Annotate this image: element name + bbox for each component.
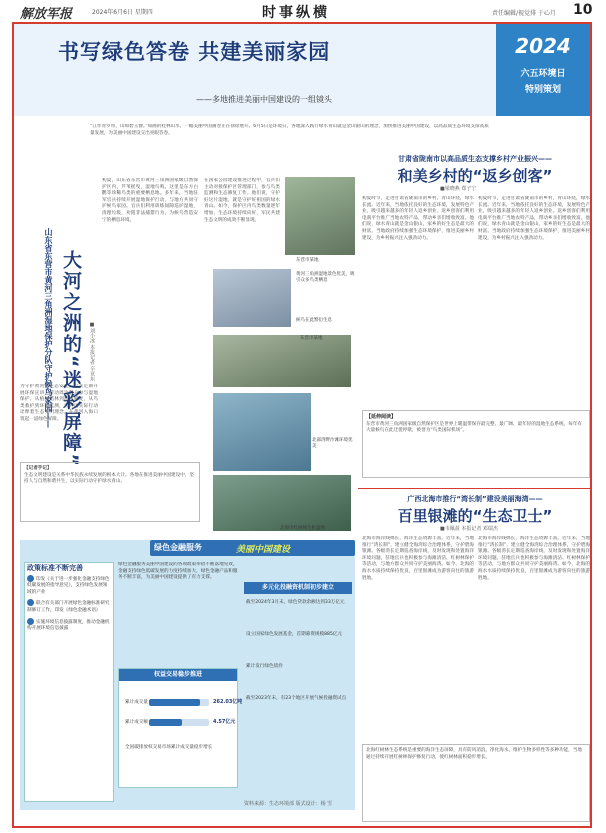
stat-value-volume: 262.03亿吨	[213, 699, 243, 705]
source-credit: 资料来源：生态环境部 版式设计：杨 雪	[244, 801, 333, 807]
photo-beach	[212, 392, 312, 472]
photo-caption-4: 东营市某地	[300, 336, 323, 341]
article1-kicker: 山东省东营市黄河三角洲湿地保护分队守护候鸟家园——	[44, 228, 53, 428]
green-finance-intro: 绿色金融服务美丽中国建设的各项政策举措不断落地见效，金融支持绿色低碳发展的力度持续加大，绿色金融产品和服务不断丰富，为美丽中国建设提供了有力支撑。	[118, 562, 238, 581]
stat-label-amount: 累计成交额	[125, 720, 148, 725]
bullet-icon	[27, 599, 34, 606]
policy-title: 政策标准不断完善	[27, 564, 83, 572]
reporter-note-title: 【记者手记】	[24, 466, 52, 471]
environment-day-badge	[496, 24, 590, 116]
policy-item: 印发《关于进一步强化金融支持绿色低碳发展的指导意见》，支持绿色发展领域的产业	[27, 576, 110, 595]
photo-caption-7: 北海市红树林生机盎然	[280, 526, 325, 531]
section-divider	[358, 488, 592, 489]
photo-wetland-2	[212, 334, 352, 388]
stat-label-volume: 累计成交量	[125, 700, 148, 705]
stat-note: 全国碳排放权交易市场累计成交量稳步增长	[125, 745, 213, 750]
investment-title: 多元化投融资机制初步建立	[244, 582, 352, 594]
lead-paragraph: “江作青罗带，山如碧玉簪。”如画的桂林山水，一幅美丽中国画卷正在徐徐展开。6月5日是环境日，各地深入践行绿水青山就是金山银山的理念，加快推进美丽中国建设，以高品质生态环境支撑高质量发展，为美丽中国建设交出亮眼答卷。	[90, 124, 489, 136]
investment-item: 截至2023年末，有23个地区开展气候投融资试点	[246, 696, 347, 701]
article2-column-1: 初夏时节，走进甘肃省陇南市的乡村，青山环绕，绿水长流。近年来，当地依托良好的生态环境，发展特色产业，吸引越来越多的年轻人返乡创业。返乡创客们利用电商平台推广当地农特产品，带动乡亲们增收致富。他们说，绿水青山就是金山银山，家乡的好生态是最大的财富。当地政府持续加强生态环境保护，推进美丽乡村建设，为乡村振兴注入强劲动力。	[362, 196, 474, 241]
photo-caption-5: 北部湾畔沙滩环境优美	[312, 438, 353, 449]
article3-kicker: 广西北海市推行“湾长制”建设美丽海湾——	[407, 495, 543, 503]
policy-item: 实施环境信息披露制度，推动金融机构开展环境信息披露	[27, 619, 110, 632]
article3-column-1: 北海市海岸线绵长，海洋生态资源丰富。近年来，当地推行“湾长制”，建立健全海湾综合治理体系，守护碧海银滩。各级湾长定期巡查海岸线，及时发现和处置海洋环境问题。驻地官兵也积极参与海滩清洁、红树林保护等活动，与地方群众共同守护美丽海湾。如今，北海的海水水质持续保持优良，百里银滩成为游客向往的旅游胜地。	[362, 536, 474, 581]
main-title: 书写绿色答卷 共建美丽家园	[58, 40, 331, 64]
photo-mangrove	[212, 474, 352, 532]
green-finance-banner	[150, 540, 355, 556]
green-finance-title: 绿色金融服务	[154, 543, 202, 552]
policy-panel	[24, 562, 114, 802]
editor-credit: 责任编辑/视觉排 于心月	[492, 10, 556, 17]
extended-reading-text: 东营市黄河三角洲国家级自然保护区是世界上暖温带保存最完整、最广阔、最年轻的湿地生态系统，每年有大量候鸟在此迁徙停歇，被誉为“鸟类国际机场”。	[366, 421, 582, 434]
photo-caption-1: 东营市某地	[296, 258, 319, 263]
article3-note: 北海红树林生态系统是重要的海洋生态屏障，具有防风消浪、净化海水、维护生物多样性等多种功能，当地通过持续开展红树林保护修复行动，使红树林面积稳步增长。	[362, 744, 590, 822]
bullet-icon	[27, 575, 34, 582]
issue-date: 2024年6月6日 星期四	[92, 9, 153, 16]
investment-panel	[244, 582, 352, 792]
article2-kicker: 甘肃省陇南市以高品质生态支撑乡村产业振兴——	[398, 155, 552, 163]
main-subtitle: ——多地推进美丽中国建设的一组镜头	[196, 95, 332, 104]
carbon-trading-stats	[118, 668, 243, 788]
article1-column-2: 在国家公园建设推进过程中，官兵们主动对接保护区管理部门，参与鸟类监测和生态修复工作。他们说，守护好这片湿地，就是守护好祖国的绿水青山。如今，保护区内鸟类数量逐年增加，生态环境持续向好，军民共建生态文明的成效不断显现。	[204, 178, 280, 223]
extended-reading-title: 【延伸阅读】	[366, 414, 397, 420]
stat-bar-volume	[149, 699, 209, 706]
reporter-note-text: 生态文明建设是关系中华民族永续发展的根本大计。各地在推进美丽中国建设中，坚持人与自然和谐共生，以实际行动守护绿水青山。	[24, 472, 194, 485]
investment-item: 累计发行绿色债券	[246, 664, 283, 669]
article2-byline: ■梁晓燕 郑子宁	[440, 186, 477, 192]
article2-title: 和美乡村的“返乡创客”	[397, 167, 553, 185]
article1-byline: ■刘小冰 本报记者 辛亚东	[89, 322, 95, 382]
photo-caption-2: 黄河三角洲湿地景色优美，吸引众多鸟类栖息	[296, 272, 355, 283]
stat-title: 权益交易稳步推进	[119, 669, 237, 681]
investment-item: 截至2024年3月末，绿色贷款余额达到33万亿元	[246, 600, 345, 605]
stat-value-amount: 4.57亿元	[213, 719, 236, 725]
beautiful-china-title: 美丽中国建设	[236, 545, 291, 555]
investment-item: 设立国家绿色发展基金，首期募资规模885亿元	[246, 632, 343, 637]
badge-line2: 特别策划	[524, 85, 561, 95]
newspaper-logo: 解放军报	[20, 7, 73, 22]
article1-column-0: 为守护黄河口生态安全，官兵定期开展环保宣讲，带动周边群众参与湿地保护。从植树造林到湿地修复，从鸟类救护到环境监测，官兵用实际行动诠释着生态文明理念，在黄河入海口筑起一道绿色屏障。	[20, 384, 98, 422]
bullet-icon	[27, 618, 34, 625]
photo-caption-3: 候鸟在此繁衍生息	[296, 318, 332, 323]
page-header	[0, 0, 606, 22]
badge-year: 2024	[515, 34, 571, 58]
article1-title: 大河之洲的“迷彩屏障”	[60, 250, 82, 468]
badge-line1: 六五环境日	[520, 69, 566, 79]
article1-column-1: 初夏，山东省东营市黄河三角洲国家级自然保护区内，芦苇摇曳，湿地鸟鸣。这里是东方白鹳等珍稀鸟类的重要栖息地。多年来，当地驻军官兵持续开展湿地保护行动，与地方共同守护候鸟家园。官兵们利用训练间隙巡护湿地，清理垃圾，劝阻非法捕猎行为，为候鸟营造安宁的栖息环境。	[102, 178, 198, 223]
photo-birds	[212, 268, 292, 328]
extended-reading-box	[362, 410, 590, 478]
article2-column-2: 初夏时节，走进甘肃省陇南市的乡村，青山环绕，绿水长流。近年来，当地依托良好的生态环境，发展特色产业，吸引越来越多的年轻人返乡创业。返乡创客们利用电商平台推广当地农特产品，带动乡亲们增收致富。他们说，绿水青山就是金山银山，家乡的好生态是最大的财富。当地政府持续加强生态环境保护，推进美丽乡村建设，为乡村振兴注入强劲动力。	[478, 196, 590, 241]
stat-bar-amount	[149, 719, 209, 726]
section-title: 时事纵横	[262, 5, 330, 21]
reporter-note	[20, 462, 200, 522]
page-number: 10	[573, 2, 593, 18]
article3-byline: ■韦佩盈 本报记者 邓瑞杰	[440, 526, 498, 532]
photo-wetland-1	[284, 176, 356, 256]
policy-item: 联合有关部门开展绿色金融标准研究制修订工作，印发《绿色金融术语》	[27, 601, 110, 613]
article3-column-2: 北海市海岸线绵长，海洋生态资源丰富。近年来，当地推行“湾长制”，建立健全海湾综合治理体系，守护碧海银滩。各级湾长定期巡查海岸线，及时发现和处置海洋环境问题。驻地官兵也积极参与海滩清洁、红树林保护等活动，与地方群众共同守护美丽海湾。如今，北海的海水水质持续保持优良，百里银滩成为游客向往的旅游胜地。	[478, 536, 590, 581]
article3-title: 百里银滩的“生态卫士”	[397, 507, 553, 525]
